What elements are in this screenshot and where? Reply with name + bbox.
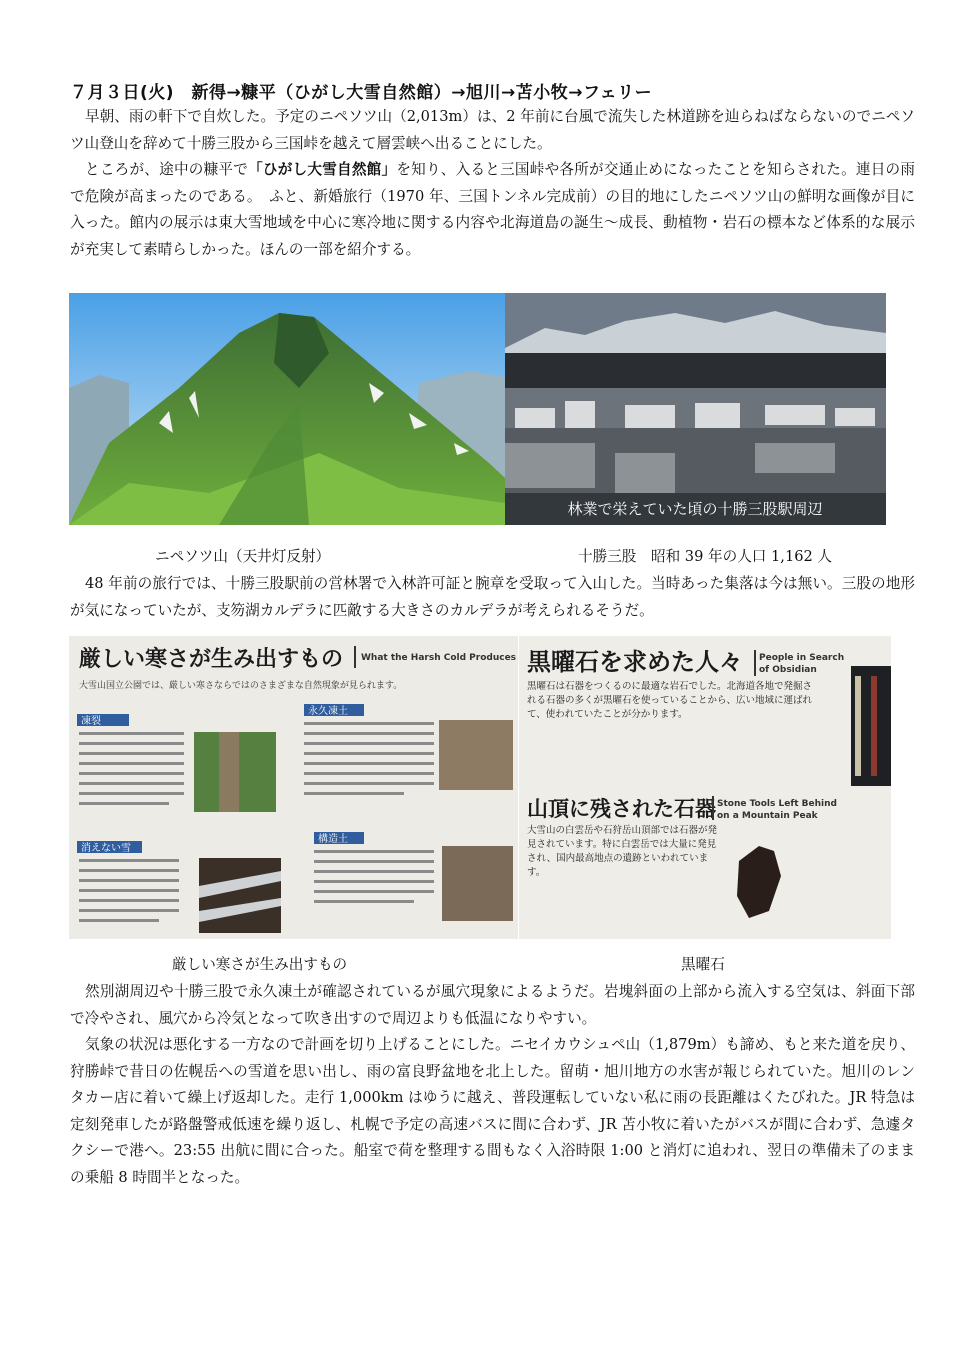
obsidian-panel-title: 黒曜石を求めた人々 bbox=[527, 648, 743, 676]
paragraph-2-start: ところが、途中の糠平で bbox=[85, 161, 249, 178]
obsidian-panel-title2: 山頂に残された石器 bbox=[527, 797, 716, 821]
cold-exhibit-image bbox=[69, 636, 518, 939]
station-photo-image bbox=[505, 293, 886, 525]
paragraph-3: 48 年前の旅行では、十勝三股駅前の営林署で入林許可証と腕章を受取って入山した。当時あった集落は今は無い。三股の地形が気になっていたが、支笏湖カルデラに匹敵する大きさのカルデラが考えられるそうだ。 bbox=[70, 575, 915, 619]
obsidian-panel-title-en2: of Obsidian bbox=[759, 665, 817, 675]
cold-panel-title: 厳しい寒さが生み出すもの bbox=[79, 647, 344, 672]
obsidian-exhibit-image bbox=[519, 636, 891, 939]
station-photo bbox=[505, 293, 886, 525]
obsidian-panel-body2: 大雪山の白雲岳や石狩岳山頂部では石器が発見されています。特に白雲岳では大量に発見され、国内最高地点の遺跡といわれています。 bbox=[527, 825, 717, 878]
page-heading: ７月３日(火) 新得→糠平（ひがし大雪自然館）→旭川→苫小牧→フェリー bbox=[70, 83, 653, 103]
cold-caption: 厳しい寒さが生み出すもの bbox=[172, 956, 348, 973]
cold-panel-s2-title: 永久凍土 bbox=[308, 706, 348, 717]
cold-panel-s4-title: 構造土 bbox=[318, 834, 348, 845]
cold-panel-s3-title: 消えない雪 bbox=[81, 843, 131, 854]
mountain-photo bbox=[69, 293, 505, 525]
museum-name: 「ひがし大雪自然館」 bbox=[248, 161, 397, 178]
obsidian-caption: 黒曜石 bbox=[681, 956, 725, 973]
mountain-photo-image bbox=[69, 293, 505, 525]
cold-panel-lead: 大雪山国立公園では、厳しい寒さならではのさまざまな自然現象が見られます。 bbox=[79, 681, 403, 691]
paragraph-2-rest: を知り、入ると三国峠や各所が交通止めになったことを知らされた。連日の雨で危険が高まったのである。 ふと、新婚旅行（1970 年、三国トンネル完成前）の目的地にしたニペソツ山の鮮明な画像が目に入った。館内の展示は東大雪地域を中心に寒冷地に関する内容や北海道島の誕生〜成長、動植物・岩石の標本など体系的な展示が充実して素晴らしかった。ほんの一部を紹介する。 bbox=[70, 161, 915, 258]
cold-panel-title-en: What the Harsh Cold Produces bbox=[361, 653, 517, 663]
paragraph-2 bbox=[70, 157, 915, 263]
obsidian-panel-body: 黒曜石は石器をつくるのに最適な岩石でした。北海道各地で発掘される石器の多くが黒曜石を使っていることから、広い地域に運ばれて、使われていたことが分かります。 bbox=[527, 681, 813, 720]
station-caption: 十勝三股 昭和 39 年の人口 1,162 人 bbox=[578, 548, 833, 565]
paragraph-5: 気象の状況は悪化する一方なので計画を切り上げることにした。ニセイカウシュペ山（1,879m）も諦め、もと来た道を戻り、狩勝峠で昔日の佐幌岳への雪道を思い出し、雨の富良野盆地を北上した。留萌・旭川地方の水害が報じられていた。旭川のレンタカー店に着いて繰上げ返却した。走行 1,000km はゆうに越え、普段運転していない私に雨の長距離はくたびれた。JR 特急は定刻発車したが路盤警戒低速を繰り返し、札幌で予定の高速バスに間に合わず、JR 苫小牧に着いたがバスが間に合わず、急遽タクシーで港へ。23:55 出航に間に合った。船室で荷を整理する間もなく入浴時限 1:00 と消灯に追われ、翌日の準備未了のままの乗船 8 時間半となった。 bbox=[70, 1036, 915, 1186]
cold-panel-s1-title: 凍裂 bbox=[81, 716, 101, 727]
cold-exhibit-photo bbox=[69, 636, 518, 939]
station-photo-overlay-text: 林業で栄えていた頃の十勝三股駅周辺 bbox=[567, 500, 823, 518]
paragraph-4: 然別湖周辺や十勝三股で永久凍土が確認されているが風穴現象によるようだ。岩塊斜面の上部から流入する空気は、斜面下部で冷やされ、風穴から冷気となって吹き出すので周辺よりも低温になりやすい。 bbox=[70, 983, 915, 1027]
obsidian-panel-title2-en1: Stone Tools Left Behind bbox=[717, 799, 837, 809]
obsidian-exhibit-photo bbox=[519, 636, 891, 939]
paragraph-1: 早朝、雨の軒下で自炊した。予定のニペソツ山（2,013m）は、2 年前に台風で流失した林道跡を辿らねばならないのでニペソツ山登山を辞めて十勝三股から三国峠を越えて層雲峡へ出ることにした。 bbox=[70, 108, 915, 152]
mountain-caption: ニペソツ山（天井灯反射） bbox=[155, 548, 331, 565]
obsidian-panel-title-en1: People in Search bbox=[759, 653, 845, 663]
obsidian-panel-title2-en2: on a Mountain Peak bbox=[717, 811, 818, 821]
